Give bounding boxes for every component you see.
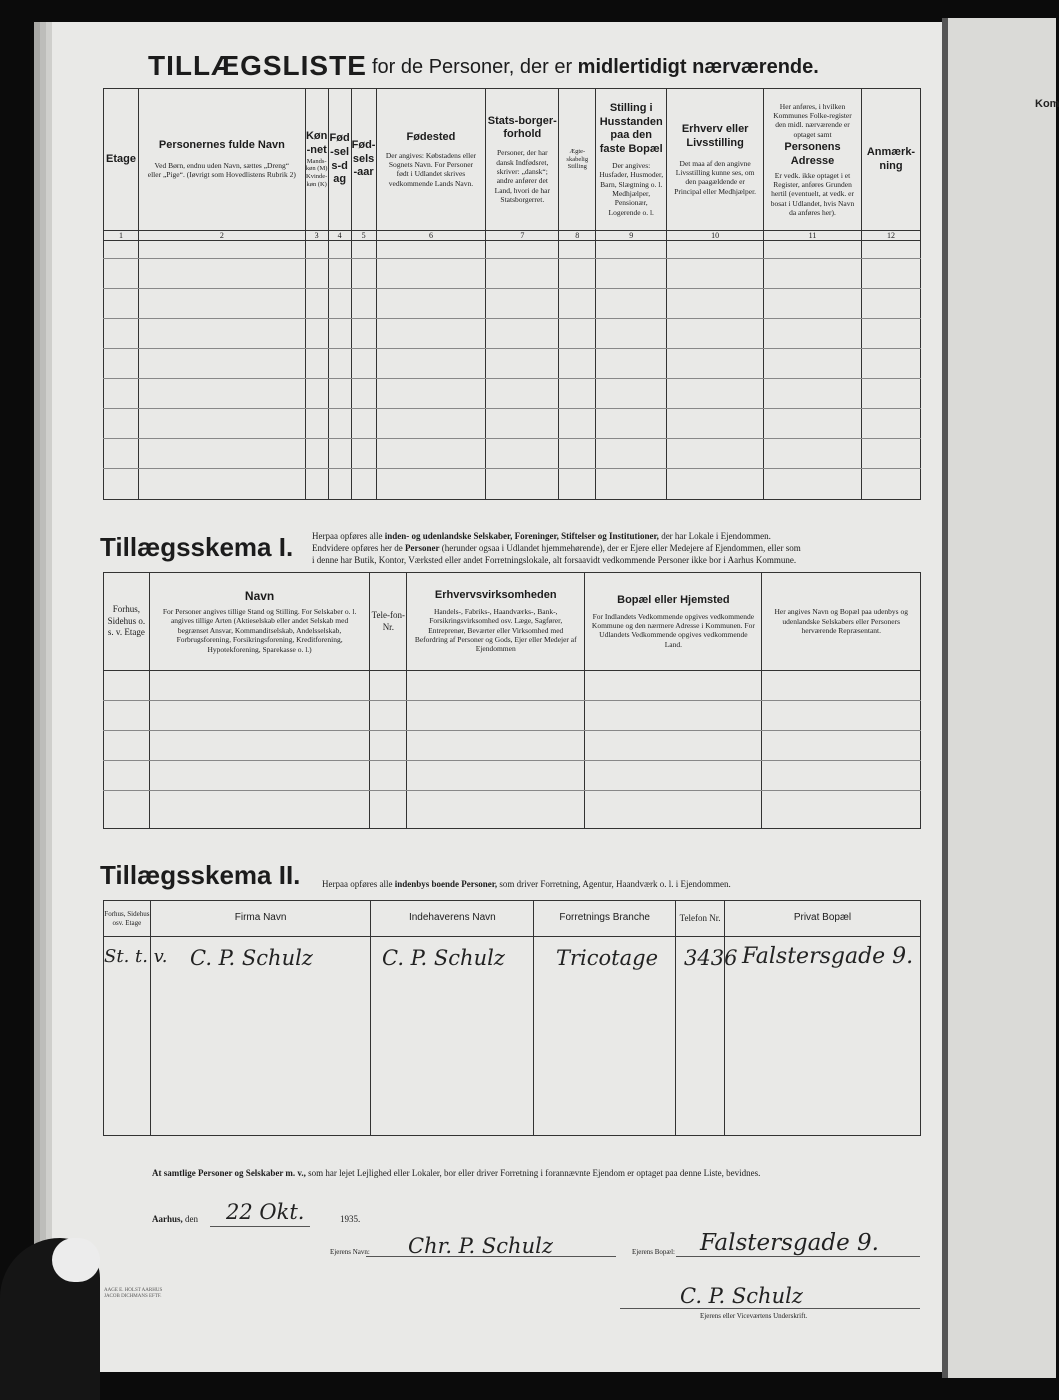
col-erhverv: Erhverv eller Livsstilling Det maa af den angivne Livsstilling kunne ses, om den paagældende er Principal eller Medhjælper. [667,89,764,231]
row-guide [103,438,921,439]
list-cell [861,241,920,500]
col-etage: Etage [104,89,139,231]
row-guide [103,378,921,379]
s1-cell [407,671,585,829]
signature-label: Ejerens eller Viceværtens Underskrift. [700,1312,808,1320]
year: 1935. [340,1214,361,1224]
skema1-title: Tillægsskema I. [100,532,294,562]
owner-name-label: Ejerens Navn: [330,1248,370,1256]
col-husstand: Stilling i Husstanden paa den faste Bopæl Der angives: Husfader, Husmoder, Barn, Slægtning o. l. Medhjælper, Pensionær, Logerende o. l. [596,89,667,231]
s1-cell [585,671,762,829]
row-guide [103,468,921,469]
s2-col-indehaver: Indehaverens Navn [371,901,534,937]
col-foedested: Fødested Der angives: Købstadens eller Sognets Navn. For Personer født i Udlandet skrives vedkommende Lands Navn. [376,89,486,231]
hand-firma: C. P. Schulz [190,946,313,970]
list-cell [104,241,139,500]
row-guide [103,408,921,409]
hand-etage: St. t. v. [104,946,168,967]
date-underline [210,1226,310,1227]
page-title: TILLÆGSLISTE [148,50,367,81]
book-spine [942,18,948,1378]
row-guide [103,700,921,701]
col-foedselsdag: Fød-sels-dag [328,89,351,231]
col-koennet: Køn-net Mands-køn (M) Kvinde-køn (K) [305,89,328,231]
col-navn: Personernes fulde Navn Ved Børn, endnu uden Navn, sættes „Dreng“ eller „Pige“. (Iøvrigt som Hovedlistens Rubrik 2) [138,89,305,231]
s1-col-bopael: Bopæl eller Hjemsted For Indlandets Vedkommende opgives vedkommende Kommune og den nærmere Adresse i Kommunen. For Udlandets Vedkommende opgives vedkommende Land. [585,573,762,671]
s1-col-telefon: Tele-fon-Nr. [370,573,407,671]
attestation-statement: At samtlige Personer og Selskaber m. v., som har lejet Lejlighed eller Lokaler, bor eller driver Forretning i forannævnte Ejendom er optaget paa denne Liste, bevidnes. [152,1168,761,1178]
skema2-description: Herpaa opføres alle indenbys boende Personer, som driver Forretning, Agentur, Haandværk o. l. i Ejendommen. [322,879,731,889]
hand-owner-name: Chr. P. Schulz [408,1234,553,1258]
s1-col-erhverv: Erhvervsvirksomheden Handels-, Fabriks-, Haandværks-, Bank-, Forsikringsvirksomhed osv. Læge, Sagfører, Entreprenør, Beværter eller Virksomhed med Befordring af Personer og Gods, Ejer eller Medejer af Ejendommen [407,573,585,671]
s2-col-etage: Forhus, Sidehus osv. Etage [104,901,151,937]
row-guide [103,348,921,349]
skema2-table [103,900,921,1136]
col-statsborger: Stats-borger-forhold Personer, der har dansk Indfødsret, skriver: „dansk“; andre anfører det Land, hvori de har Statsborgerret. [486,89,559,231]
s2-col-branche: Forretnings Branche [534,901,676,937]
list-cell [138,241,305,500]
hand-indehaver: C. P. Schulz [382,946,505,970]
s1-cell [104,671,150,829]
hand-bopael: Falstersgade 9. [742,944,914,969]
hand-telefon: 3436 [684,946,738,970]
hand-owner-address: Falstersgade 9. [700,1230,879,1256]
s1-cell [370,671,407,829]
col-foedselsaar: Fød-sels-aar [351,89,376,231]
adjacent-page-text: Kom [1035,98,1059,110]
row-guide [103,258,921,259]
adjacent-page [948,18,1056,1378]
thumb-fingertip [52,1238,100,1282]
owner-address-label: Ejerens Bopæl: [632,1248,675,1256]
printer-imprint: AAGE E. HOLST AARHUS JACOB DICHMANS EFTF. [104,1288,163,1299]
list-cell [596,241,667,500]
list-cell [351,241,376,500]
date-line: Aarhus, den [152,1214,199,1224]
list-cell [328,241,351,500]
skema2-title: Tillægsskema II. [100,860,301,890]
page-subtitle: for de Personer, der er midlertidigt nærværende. [372,56,819,78]
skema1-description: Herpaa opføres alle inden- og udenlandske Selskaber, Foreninger, Stiftelser og Institutioner, der har Lokale i Ejendommen. Endvidere opføres her de Personer (herunder ogsaa i Udlandet hjemmehørende), der er Ejere eller Medejere af Ejendommen, eller som i denne har Butik, Kontor, Værksted eller andet Forretningslokale, alt forsaavidt vedkommende Personer ikke bor i Aarhus Kommune. [312,531,801,566]
s2-col-bopael: Privat Bopæl [724,901,920,937]
col-anmaerkning: Anmærk-ning [861,89,920,231]
hand-date: 22 Okt. [226,1200,305,1224]
row-guide [103,318,921,319]
row-guide [103,790,921,791]
list-cell [376,241,486,500]
s2-col-firma: Firma Navn [150,901,371,937]
s1-col-navn: Navn For Personer angives tillige Stand og Stilling. For Selskaber o. l. angives tillige Arten (Aktieselskab eller andet Selskab med begrænset Ansvar, Kommanditselskab, Andelsselskab, Forbrugsforening, Forsikringsforening, Kreditforening, Hypotekforening, Sparekasse o. l.) [149,573,370,671]
s1-col-etage: Forhus, Sidehus o. s. v. Etage [104,573,150,671]
list-cell [305,241,328,500]
hand-signature: C. P. Schulz [680,1284,803,1308]
s1-col-repraesentant: Her angives Navn og Bopæl paa udenbys og udenlandske Selskabers eller Personers herværende Repræsentant. [762,573,921,671]
hand-branche: Tricotage [556,946,658,970]
owner-address-line [676,1256,920,1257]
list-cell [764,241,862,500]
list-cell [559,241,596,500]
s2-col-telefon: Telefon Nr. [676,901,725,937]
signature-line [620,1308,920,1309]
s1-cell [149,671,370,829]
row-guide [103,288,921,289]
list-cell [486,241,559,500]
row-guide [103,760,921,761]
tillaegsliste-table: Etage Personernes fulde Navn Ved Børn, endnu uden Navn, sættes „Dreng“ eller „Pige“. (Iøvrigt som Hovedlistens Rubrik 2) Køn-net Mands-køn (M) Kvinde-køn (K) Fød-sels-dag Fød-sels-aar Fødested Der angives: Købstadens eller Sognets Navn. For Personer født i Udlandet skrives vedkommende Lands Navn. Stats-borger-forhold Personer, der har dansk Indfødsret, skriver: „dansk“; andre anfører det Land, hvori de har Statsborgerret. Ægte-skabelig Stilling Stilling i Husstanden paa den faste Bopæl Der angives: Husfader, Husmoder, Barn, Slægtning o. l. Medhjælper, Pensionær, Logerende o. l. Erhverv eller Livsstilling Det maa af den angivne Livsstilling kunne ses, om den paagældende er Principal eller Medhjælper. Her anføres, i hvilken Kommunes Folke-register den midl. nærværende er optaget samt Personens Adresse Er vedk. ikke optaget i et Register, anføres Grunden hertil (eventuelt, at vedk. er bosat i Udlandet, hvis Navn da anføres her). Anmærk-ning 1 2 3 4 5 6 7 8 9 10 11 12 [103,88,921,500]
col-aegteskab: Ægte-skabelig Stilling [559,89,596,231]
s1-cell [762,671,921,829]
row-guide [103,730,921,731]
list-cell [667,241,764,500]
col-adresse: Her anføres, i hvilken Kommunes Folke-register den midl. nærværende er optaget samt Personens Adresse Er vedk. ikke optaget i et Register, anføres Grunden hertil (eventuelt, at vedk. er bosat i Udlandet, hvis Navn da anføres her). [764,89,862,231]
